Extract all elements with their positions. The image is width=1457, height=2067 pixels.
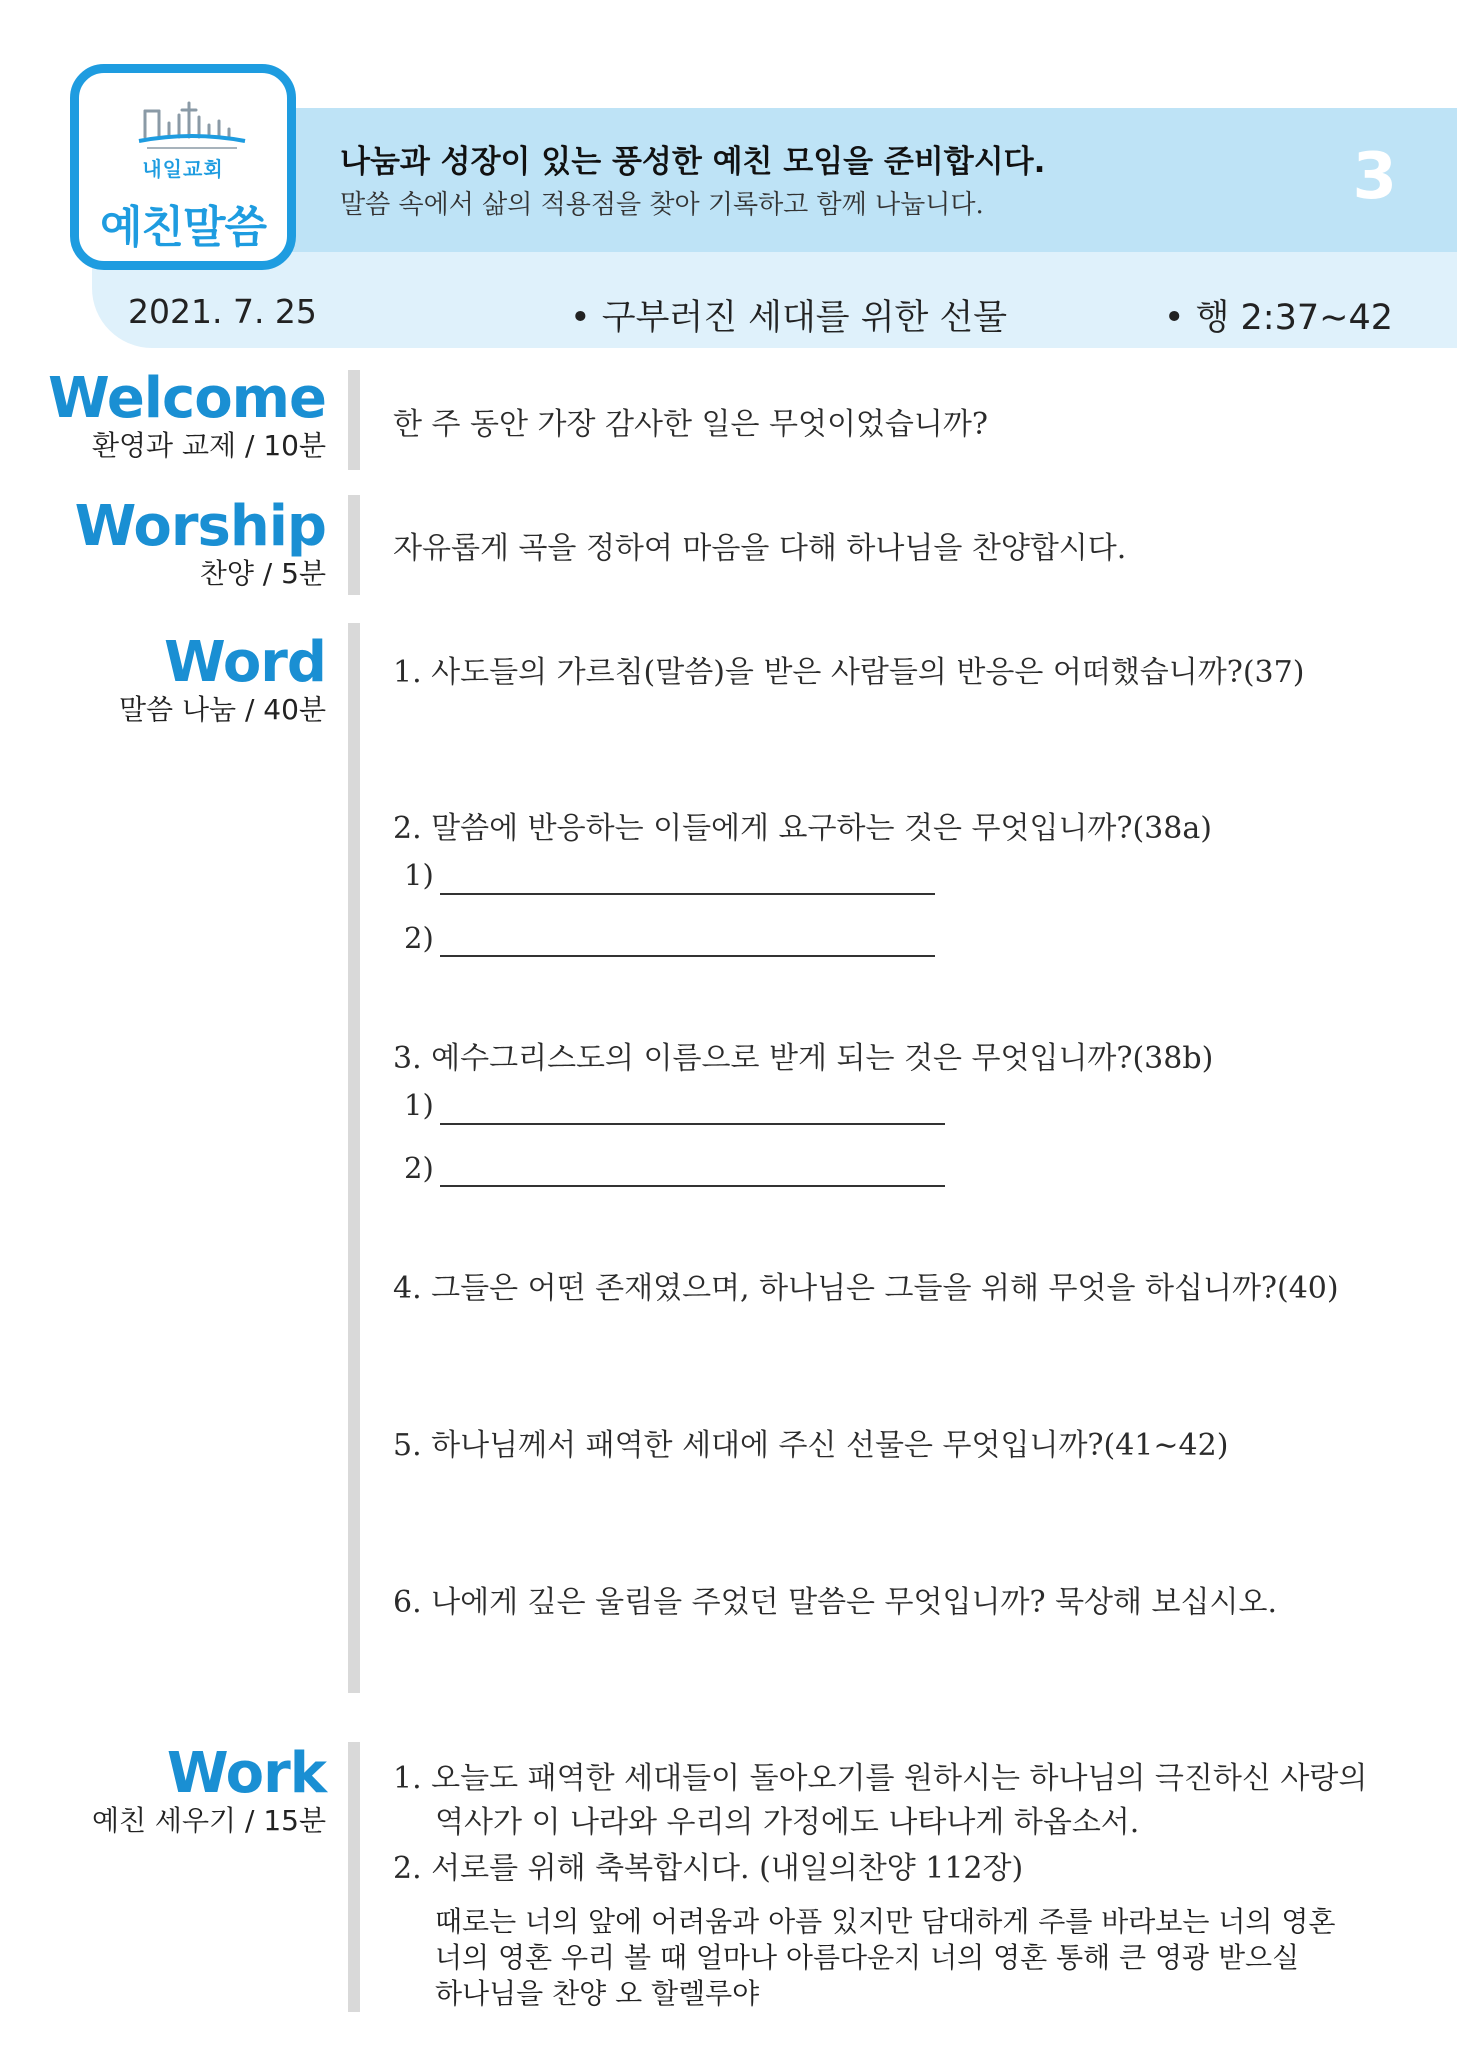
lyric-line-1: 때로는 너의 앞에 어려움과 아픔 있지만 담대하게 주를 바라보는 너의 영혼 xyxy=(435,1905,1336,1938)
work-heading xyxy=(91,1741,326,1839)
welcome-text: 한 주 동안 가장 감사한 일은 무엇이었습니까? xyxy=(393,407,988,442)
scripture-reference: • 행 2:37∼42 xyxy=(1163,298,1393,338)
lyric-line-2: 너의 영혼 우리 볼 때 얼마나 아름다운지 너의 영혼 통해 큰 영광 받으실 xyxy=(435,1941,1300,1974)
word-subtitle: 말씀 나눔 / 40분 xyxy=(118,693,326,726)
question-1: 1. 사도들의 가르침(말씀)을 받은 사람들의 반응은 어떠했습니까?(37) xyxy=(393,655,1305,690)
q2-blank-label-2: 2) xyxy=(404,921,434,955)
q3-blank-label-2: 2) xyxy=(404,1151,434,1185)
work-divider xyxy=(348,1742,360,2012)
work-subtitle: 예친 세우기 / 15분 xyxy=(91,1804,326,1837)
q2-answer-line-1[interactable] xyxy=(440,893,935,895)
word-divider xyxy=(348,623,360,1693)
sermon-title: • 구부러진 세대를 위한 선물 xyxy=(570,298,1008,338)
worship-text: 자유롭게 곡을 정하여 마음을 다해 하나님을 찬양합시다. xyxy=(393,531,1127,566)
question-6: 6. 나에게 깊은 울림을 주었던 말씀은 무엇입니까? 묵상해 보십시오. xyxy=(393,1585,1278,1620)
welcome-title: Welcome xyxy=(48,366,326,431)
welcome-divider xyxy=(348,370,360,470)
word-title: Word xyxy=(164,630,326,695)
page-number: 3 xyxy=(1352,140,1397,214)
worship-heading xyxy=(74,494,326,592)
q3-answer-line-2[interactable] xyxy=(440,1185,945,1187)
welcome-subtitle: 환영과 교제 / 10분 xyxy=(91,429,326,462)
question-2: 2. 말씀에 반응하는 이들에게 요구하는 것은 무엇입니까?(38a) xyxy=(393,811,1212,846)
lyric-line-3: 하나님을 찬양 오 할렐루야 xyxy=(435,1977,760,2010)
question-4: 4. 그들은 어떤 존재였으며, 하나님은 그들을 위해 무엇을 하십니까?(40) xyxy=(393,1271,1339,1306)
q3-answer-line-1[interactable] xyxy=(440,1123,945,1125)
q3-blank-label-1: 1) xyxy=(404,1088,434,1122)
work-item-1-line-2: 역사가 이 나라와 우리의 가정에도 나타나게 하옵소서. xyxy=(435,1805,1140,1840)
word-heading xyxy=(118,630,326,728)
worship-title: Worship xyxy=(74,494,326,559)
worship-subtitle: 찬양 / 5분 xyxy=(199,557,326,590)
church-logo xyxy=(70,64,296,270)
question-5: 5. 하나님께서 패역한 세대에 주신 선물은 무엇입니까?(41∼42) xyxy=(393,1428,1229,1463)
q2-answer-line-2[interactable] xyxy=(440,955,935,957)
q2-blank-label-1: 1) xyxy=(404,858,434,892)
program-title: 예친말씀 xyxy=(99,202,266,253)
worship-divider xyxy=(348,495,360,595)
church-skyline-icon xyxy=(137,101,247,153)
church-name: 내일교회 xyxy=(142,157,224,181)
work-title: Work xyxy=(166,1741,326,1806)
welcome-heading xyxy=(48,366,326,464)
date: 2021. 7. 25 xyxy=(128,292,317,331)
work-item-2: 2. 서로를 위해 축복합시다. (내일의찬양 112장) xyxy=(393,1851,1024,1886)
header-subtitle: 말씀 속에서 삶의 적용점을 찾아 기록하고 함께 나눕니다. xyxy=(340,190,984,220)
question-3: 3. 예수그리스도의 이름으로 받게 되는 것은 무엇입니까?(38b) xyxy=(393,1041,1214,1076)
header-title: 나눔과 성장이 있는 풍성한 예친 모임을 준비합시다. xyxy=(340,144,1046,180)
work-item-1-line-1: 1. 오늘도 패역한 세대들이 돌아오기를 원하시는 하나님의 극진하신 사랑의 xyxy=(393,1761,1368,1796)
